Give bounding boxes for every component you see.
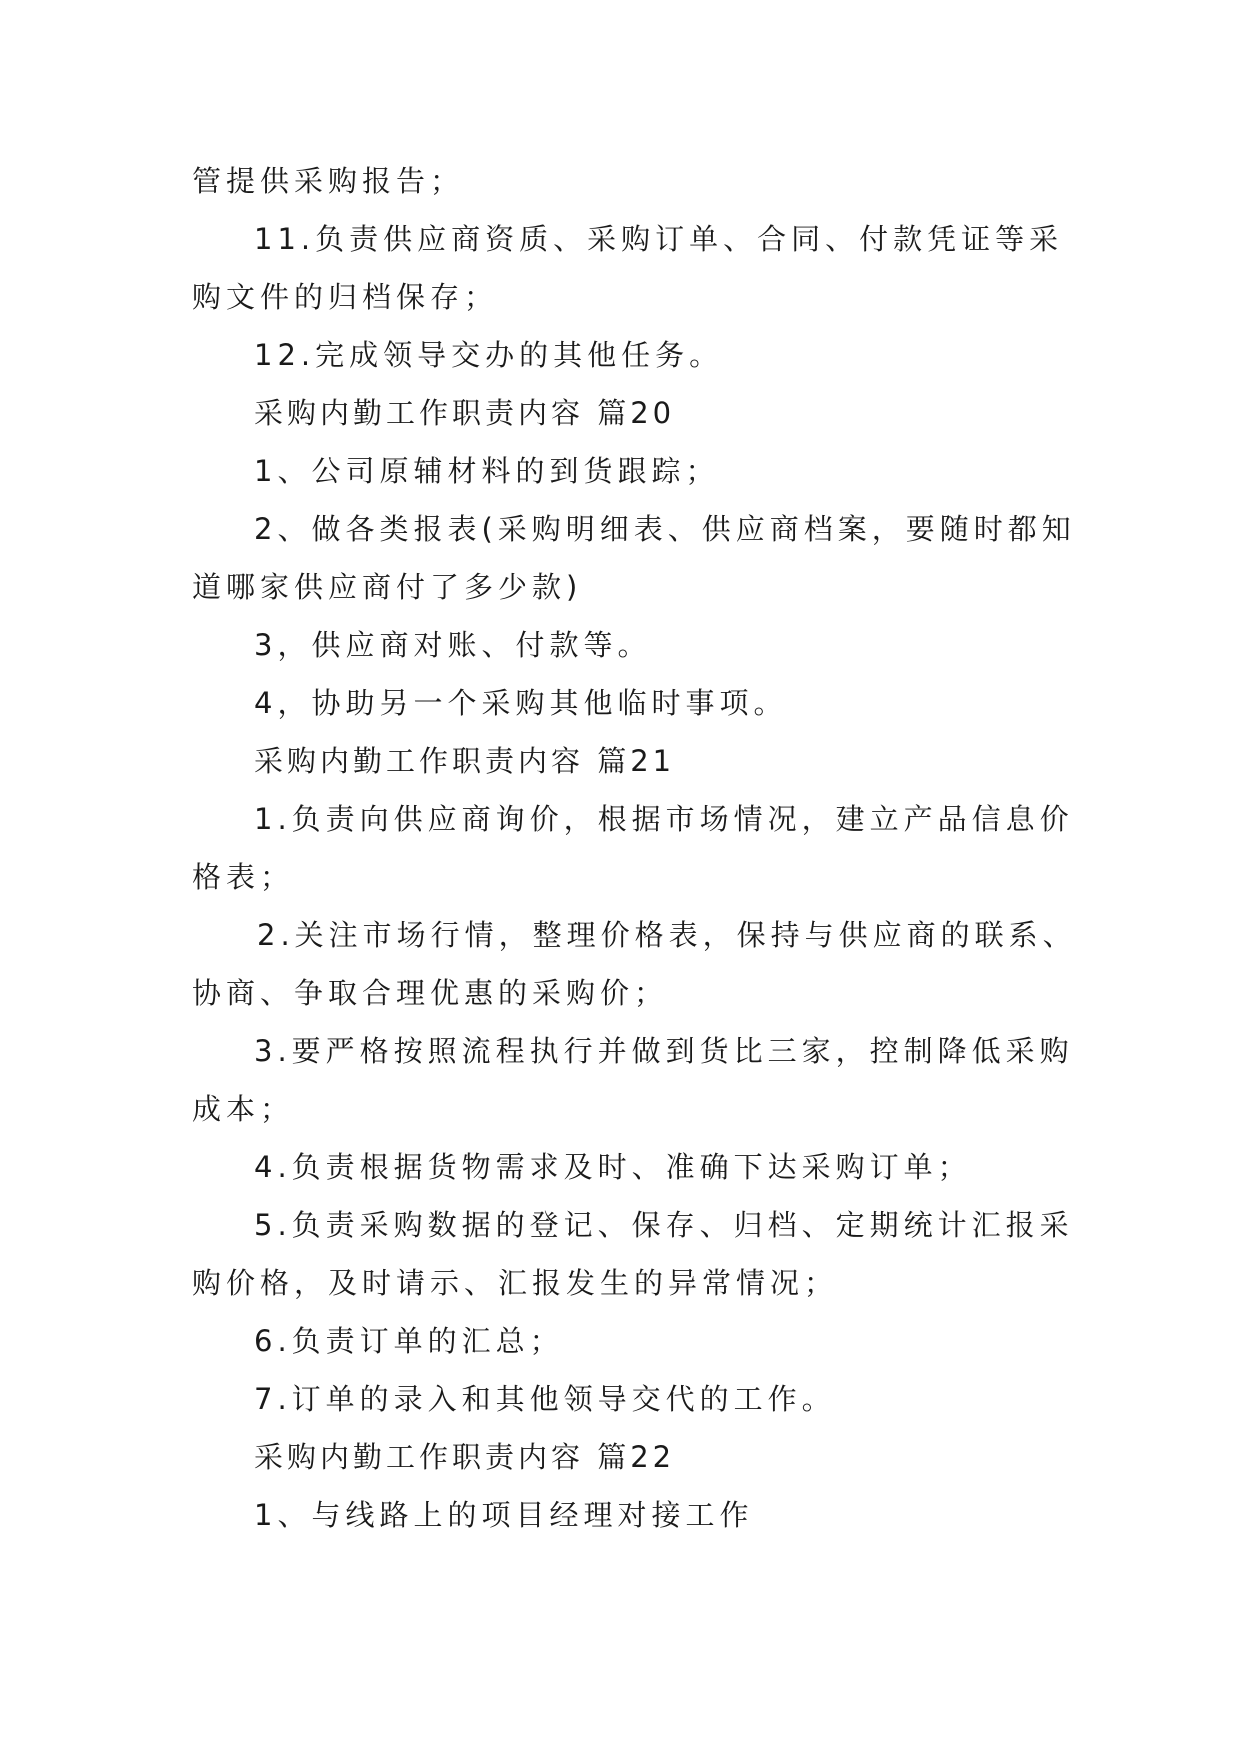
list-item: 4.负责根据货物需求及时、准确下达采购订单； xyxy=(254,1150,972,1184)
text-line: 格表； xyxy=(192,860,295,894)
list-item: 7.订单的录入和其他领导交代的工作。 xyxy=(254,1382,836,1416)
list-item: 4，协助另一个采购其他临时事项。 xyxy=(254,686,788,720)
list-item: 11.负责供应商资质、采购订单、合同、付款凭证等采 xyxy=(254,222,1064,256)
document-body xyxy=(192,152,1077,1544)
list-item: 1.负责向供应商询价，根据市场情况，建立产品信息价 xyxy=(254,802,1074,836)
text-line: 管提供采购报告； xyxy=(192,164,465,198)
section-heading: 采购内勤工作职责内容 篇22 xyxy=(254,1440,676,1474)
section-heading: 采购内勤工作职责内容 篇20 xyxy=(254,396,676,430)
list-item: 2、做各类报表(采购明细表、供应商档案，要随时都知 xyxy=(254,512,1076,546)
list-item: 12.完成领导交办的其他任务。 xyxy=(254,338,724,372)
list-item: 1、与线路上的项目经理对接工作 xyxy=(254,1498,754,1532)
list-item: 3，供应商对账、付款等。 xyxy=(254,628,652,662)
list-item: 5.负责采购数据的登记、保存、归档、定期统计汇报采 xyxy=(254,1208,1074,1242)
list-item: 1、公司原辅材料的到货跟踪； xyxy=(254,454,720,488)
section-heading: 采购内勤工作职责内容 篇21 xyxy=(254,744,676,778)
text-line: 购文件的归档保存； xyxy=(192,280,499,314)
text-line: 购价格，及时请示、汇报发生的异常情况； xyxy=(192,1266,839,1300)
list-item: 6.负责订单的汇总； xyxy=(254,1324,564,1358)
text-line: 协商、争取合理优惠的采购价； xyxy=(192,976,669,1010)
list-item: 2.关注市场行情，整理价格表，保持与供应商的联系、 xyxy=(257,918,1077,952)
text-line: 成本； xyxy=(192,1092,295,1126)
text-line: 道哪家供应商付了多少款) xyxy=(192,570,583,604)
list-item: 3.要严格按照流程执行并做到货比三家，控制降低采购 xyxy=(254,1034,1074,1068)
